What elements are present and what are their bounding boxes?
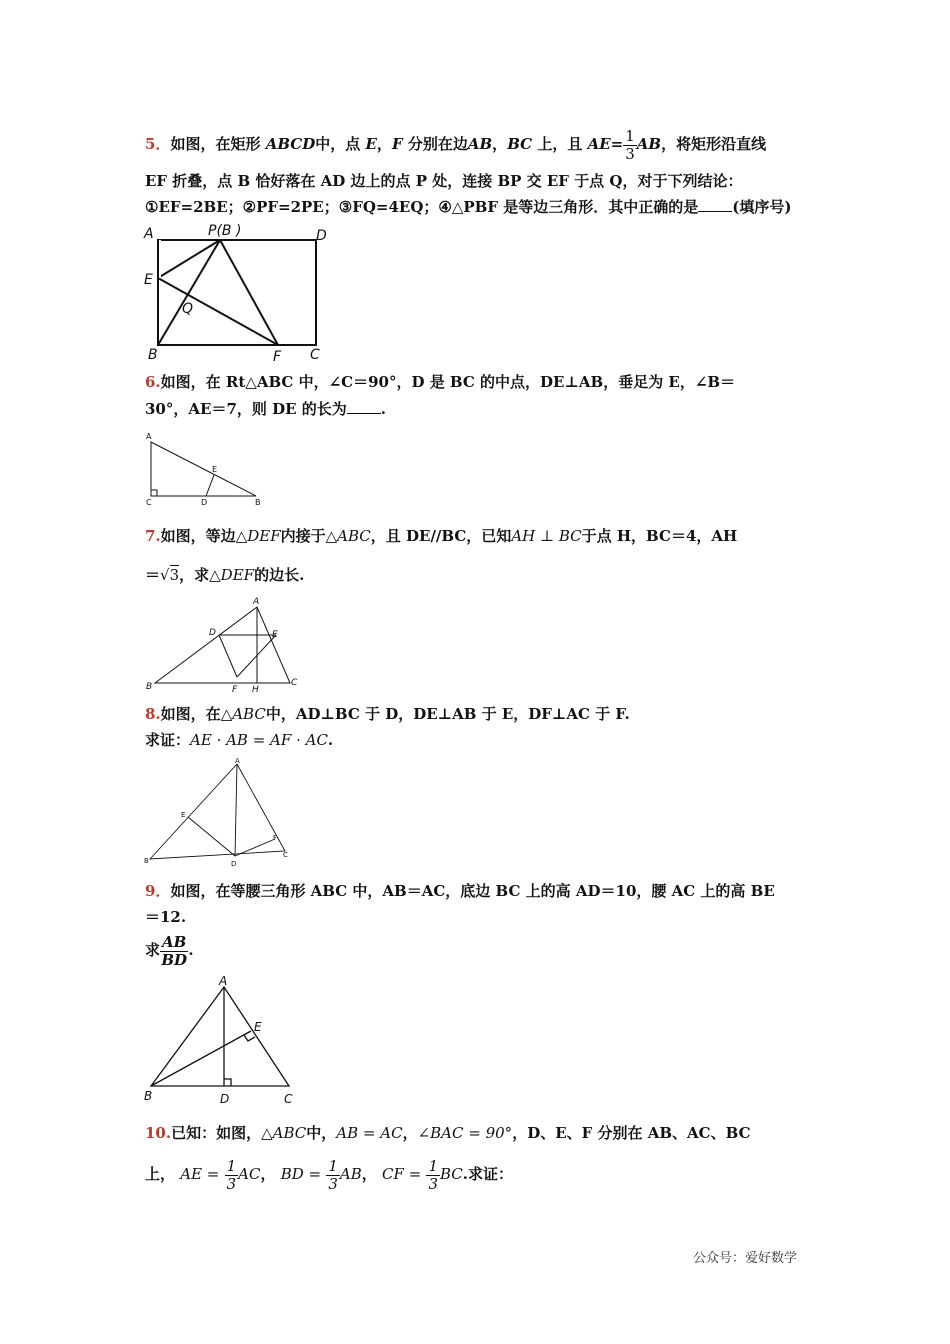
q10-text-2a: 上， — [145, 1165, 176, 1183]
triangle-abc — [151, 442, 256, 496]
label-d: D — [231, 860, 237, 868]
q10-frac3-den: 3 — [428, 1174, 438, 1193]
segment-df — [235, 839, 275, 856]
q8-text-1b: 中，AD⊥BC 于 D，DE⊥AB 于 E，DF⊥AC 于 F. — [265, 705, 630, 723]
label-d: D — [220, 1092, 230, 1106]
q5-comma: ， — [376, 135, 392, 153]
q5-ae-eq: AE= — [587, 135, 624, 153]
label-h: H — [252, 685, 259, 695]
q8-text-2a: 求证： — [145, 731, 191, 749]
sqrt-icon: √ — [160, 566, 170, 584]
label-f: F — [232, 685, 238, 695]
label-c: C — [310, 347, 320, 363]
q9-line1 — [145, 880, 775, 901]
q9-text-1: 如图，在等腰三角形 ABC 中，AB＝AC，底边 BC 上的高 AD＝10，腰 AC 上的高 BE — [170, 882, 775, 900]
q10-text-1b: 中， — [306, 1124, 337, 1142]
right-angle-mark-e — [244, 1035, 255, 1041]
segment-bp — [158, 240, 220, 345]
q5-line1 — [145, 128, 766, 162]
label-d: D — [316, 228, 327, 244]
q7-def-2: △DEF — [209, 566, 255, 584]
q10-bd: BD = — [280, 1165, 322, 1183]
q8-abc: △ABC — [220, 705, 266, 723]
q5-e: E — [365, 135, 377, 153]
label-b: B — [144, 857, 149, 865]
label-a: A — [219, 975, 228, 988]
q10-number: 10. — [145, 1124, 172, 1142]
label-c: C — [146, 498, 152, 507]
segment-de — [188, 817, 235, 856]
q5-ab: AB — [467, 135, 493, 153]
label-c: C — [291, 678, 298, 688]
q10-frac2-den: 3 — [328, 1174, 338, 1193]
q5-figure — [140, 220, 340, 365]
q5-text-3a: ①EF=2BE；②PF=2PE；③FQ=4EQ；④△PBF 是等边三角形．其中正确的是 — [145, 198, 699, 216]
q7-text-1c: ，且 DE//BC，已知 — [370, 527, 512, 545]
q10-bc: BC — [439, 1165, 463, 1183]
q5-comma-2: ， — [492, 135, 508, 153]
q7-ah-perp-bc: AH ⊥ BC — [511, 527, 582, 545]
q8-line1 — [145, 703, 630, 724]
label-f: F — [273, 349, 282, 365]
q5-text-d: 上，且 — [537, 135, 583, 153]
q10-line1: 10.已知：如图，△ABC中，AB = AC，∠BAC = 90°，D、E、F 分别在 AB、AC、BC — [145, 1124, 751, 1142]
q8-figure — [140, 755, 300, 870]
label-d: D — [201, 498, 208, 507]
q7-text-1a: 如图，等边 — [160, 527, 236, 545]
q10-frac3-num: 1 — [428, 1157, 438, 1175]
q10-text-2b: .求证： — [462, 1165, 513, 1183]
q5-text-a: 如图，在矩形 — [170, 135, 261, 153]
q9-ask-text: 求 — [145, 941, 161, 959]
q5-f: F — [391, 135, 403, 153]
q10-fraction-2 — [326, 1158, 340, 1192]
segment-de — [206, 475, 214, 496]
rectangle-abcd — [158, 240, 316, 345]
q10-cf: CF = — [381, 1165, 422, 1183]
right-angle-mark — [151, 490, 157, 496]
label-b: B — [255, 498, 261, 507]
q5-ab-2: AB — [636, 135, 662, 153]
q10-frac2-num: 1 — [328, 1157, 338, 1175]
q10-frac1-den: 3 — [226, 1174, 237, 1193]
label-q: Q — [182, 301, 194, 317]
q6-line1 — [145, 371, 735, 392]
q10-text-1a: 已知：如图， — [171, 1124, 262, 1142]
q8-line2 — [145, 729, 333, 750]
q8-text-2b: . — [327, 731, 334, 749]
q8-equation: AE · AB = AF · AC — [190, 731, 328, 749]
triangle-abc — [151, 987, 289, 1086]
q6-figure — [138, 428, 273, 510]
q10-angle: ∠BAC = 90° — [417, 1124, 513, 1142]
q10-abc: △ABC — [261, 1124, 307, 1142]
q5-abcd: ABCD — [265, 135, 316, 153]
triangle-abc — [155, 607, 290, 683]
q6-text-2a: 30°，AE＝7，则 DE 的长为 — [145, 400, 347, 418]
q10-line2: 上， AE = $\frac{1}{3}$ AC， BD = $\frac{1}{3}$ AB， CF = $\frac{1}{3}$ BC.求证： — [145, 1157, 513, 1193]
q5-frac-num: 1 — [625, 127, 635, 145]
label-e: E — [212, 465, 218, 474]
q9-frac-num: AB — [162, 933, 187, 951]
segment-ep — [158, 240, 220, 278]
label-f: F — [273, 834, 278, 842]
q7-abc: △ABC — [325, 527, 371, 545]
answer-blank — [347, 413, 381, 414]
q10-ae: AE = — [180, 1165, 220, 1183]
q8-text-1a: 如图，在 — [160, 705, 221, 723]
label-d: D — [209, 628, 216, 638]
q10-ab: AB — [339, 1165, 362, 1183]
q9-fraction — [160, 934, 188, 968]
label-b: B — [148, 347, 158, 363]
label-e: E — [272, 630, 278, 640]
q9-period: . — [188, 941, 194, 959]
q6-number: 6. — [145, 373, 161, 391]
q7-line1 — [145, 525, 737, 546]
label-b: B — [144, 1089, 153, 1103]
q7-text-2b: ，求 — [179, 566, 210, 584]
q5-text-c: 分别在边 — [407, 135, 468, 153]
label-c: C — [283, 851, 288, 859]
q7-line2 — [145, 564, 304, 585]
label-a: A — [253, 597, 260, 607]
label-a: A — [144, 226, 154, 242]
q5-text-e: ，将矩形沿直线 — [661, 135, 767, 153]
label-a: A — [235, 757, 240, 765]
q10-fraction-3 — [426, 1158, 440, 1192]
label-b: B — [146, 682, 153, 692]
q5-text-b: 中，点 — [315, 135, 361, 153]
q5-bc: BC — [507, 135, 533, 153]
q5-number: 5． — [145, 135, 171, 153]
q5-text-3b: (填序号) — [732, 198, 792, 216]
q7-text-2c: 的边长. — [254, 566, 305, 584]
label-p: P(B ) — [208, 223, 242, 239]
q7-figure — [140, 595, 310, 697]
q9-number: 9． — [145, 882, 171, 900]
segment-be — [151, 1031, 251, 1086]
triangle-abc — [150, 764, 285, 859]
q5-line2: EF 折叠，点 B 恰好落在 AD 边上的点 P 处，连接 BP 交 EF 于点 Q，对于下列结论： — [145, 172, 743, 190]
q10-fraction-1 — [225, 1158, 239, 1192]
label-c: C — [284, 1092, 293, 1106]
q7-text-1b: 内接于 — [280, 527, 326, 545]
q7-text-1d: 于点 H，BC＝4，AH — [581, 527, 738, 545]
q10-ab-eq-ac: AB = AC — [336, 1124, 403, 1142]
q9-frac-den: BD — [161, 950, 188, 969]
q7-number: 7. — [145, 527, 161, 545]
q6-text-2b: . — [380, 400, 387, 418]
q7-sqrt-value: 3 — [169, 566, 180, 584]
q9-line2: ＝12. — [145, 908, 187, 926]
answer-blank — [698, 211, 732, 212]
q9-ask — [145, 934, 194, 968]
q10-ac: AC — [238, 1165, 261, 1183]
q10-text-1c: ，D、E、F 分别在 AB、AC、BC — [512, 1124, 751, 1142]
label-e: E — [181, 811, 186, 819]
label-e: E — [254, 1020, 262, 1034]
label-e: E — [144, 272, 153, 288]
q5-line3 — [145, 196, 791, 217]
q6-text-1: 如图，在 Rt△ABC 中，∠C＝90°，D 是 BC 的中点，DE⊥AB，垂足为 E，∠B＝ — [160, 373, 736, 391]
q6-line2 — [145, 398, 386, 419]
q8-number: 8. — [145, 705, 161, 723]
label-a: A — [146, 432, 152, 441]
q5-fraction — [623, 128, 637, 162]
segment-df — [219, 635, 237, 677]
segment-ad — [235, 764, 237, 856]
q9-figure — [138, 975, 303, 1110]
q10-frac1-num: 1 — [226, 1157, 237, 1175]
q7-def: △DEF — [235, 527, 281, 545]
right-angle-mark-d — [224, 1079, 231, 1086]
footer-watermark: 公众号：爱好数学 — [693, 1251, 798, 1266]
q5-frac-den: 3 — [625, 144, 635, 163]
q7-text-2a: ＝ — [145, 566, 161, 584]
